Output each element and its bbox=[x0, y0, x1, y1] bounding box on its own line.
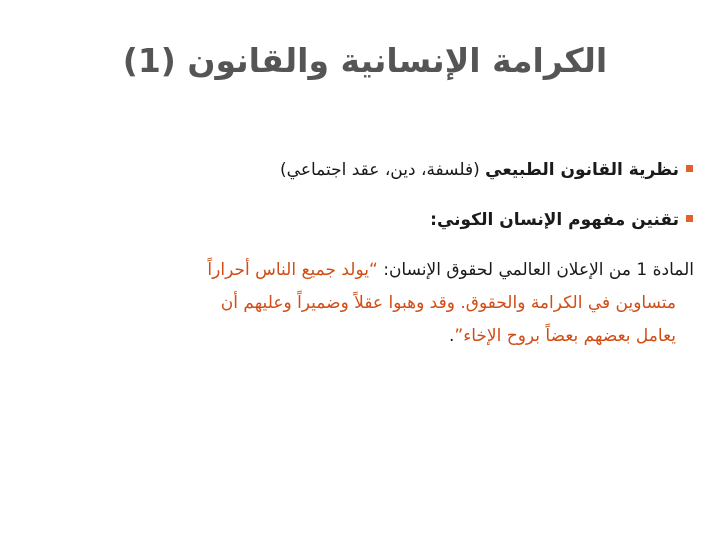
bullet-text: (فلسفة، دين، عقد اجتماعي) bbox=[280, 160, 486, 180]
paragraph-line-3 bbox=[36, 320, 676, 353]
bullet-bold-text: نظرية القانون الطبيعي bbox=[485, 160, 679, 180]
quote-text: “يولد جميع الناس أحراراً bbox=[207, 260, 378, 280]
bullet-bold-text: تقنين مفهوم الإنسان الكوني: bbox=[430, 210, 679, 230]
paragraph-line-2: متساوين في الكرامة والحقوق. وقد وهبوا عقلاً وضميراً وعليهم أن bbox=[220, 293, 676, 313]
paragraph-line-1 bbox=[36, 254, 694, 287]
square-bullet-icon bbox=[686, 165, 693, 172]
article-reference: المادة 1 من الإعلان العالمي لحقوق الإنسان: bbox=[377, 260, 694, 280]
period: . bbox=[449, 326, 455, 346]
article-paragraph bbox=[36, 254, 694, 353]
slide-title: الكرامة الإنسانية والقانون (1) bbox=[122, 41, 608, 80]
bullet-item-codification bbox=[430, 210, 693, 230]
quote-text-end: يعامل بعضهم بعضاً بروح الإخاء” bbox=[454, 326, 676, 346]
square-bullet-icon bbox=[686, 215, 693, 222]
bullet-item-natural-law bbox=[280, 160, 693, 180]
